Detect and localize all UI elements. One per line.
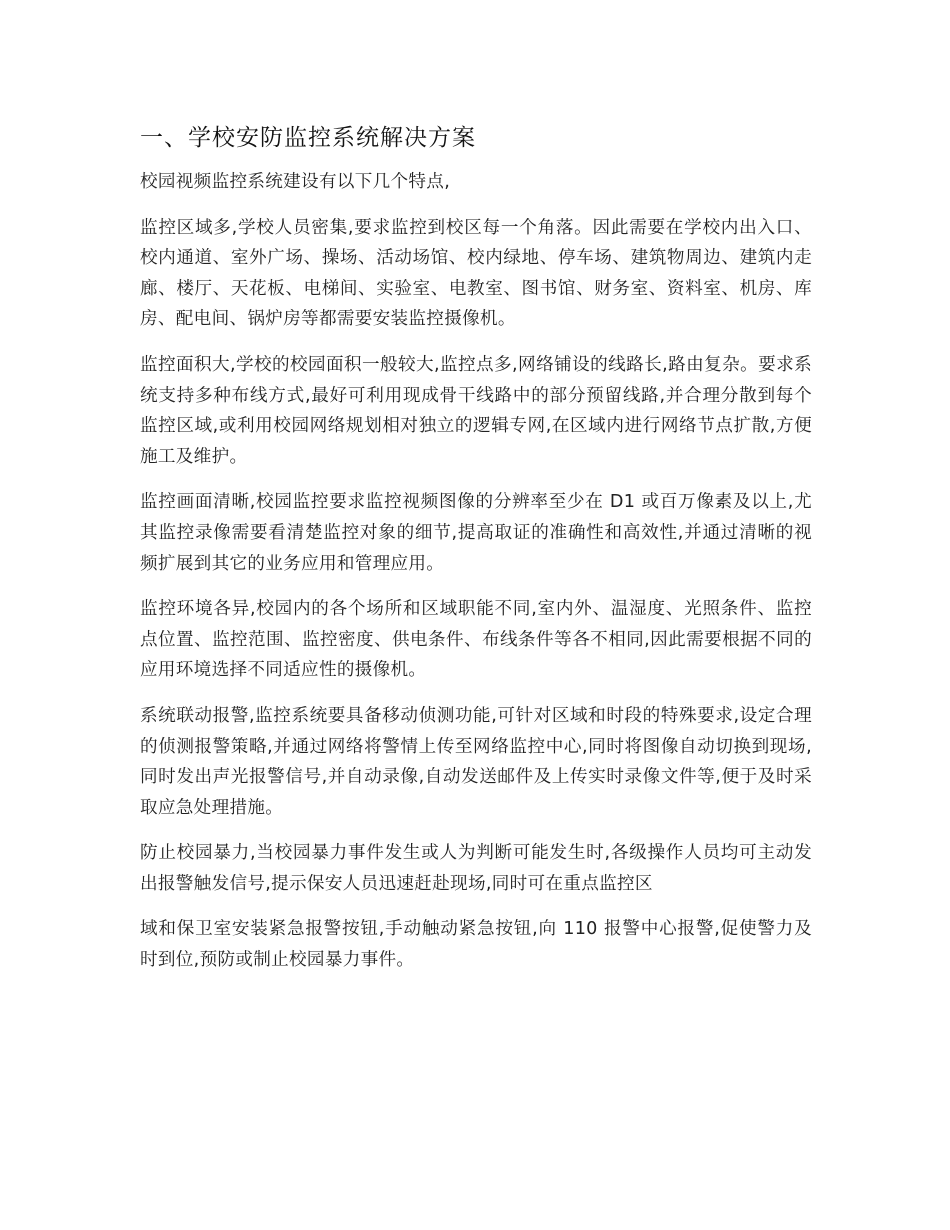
paragraph-emergency-button: 域和保卫室安装紧急报警按钮,手动触动紧急按钮,向 110 报警中心报警,促使警力及时到位,预防或制止校园暴力事件。 [140, 919, 812, 971]
section-heading: 一、学校安防监控系统解决方案 [140, 125, 476, 151]
paragraph-prevent-violence: 防止校园暴力,当校园暴力事件发生或人为判断可能发生时,各级操作人员均可主动发出报警触发信号,提示保安人员迅速赶赴现场,同时可在重点监控区 [140, 843, 812, 894]
paragraph-monitoring-coverage: 监控面积大,学校的校园面积一般较大,监控点多,网络铺设的线路长,路由复杂。要求系统支持多种布线方式,最好可利用现成骨干线路中的部分预留线路,并合理分散到每个监控区域,或利用校园网络规划相对独立的逻辑专网,在区域内进行网络节点扩散,方便施工及维护。 [140, 354, 812, 467]
paragraph-environments: 监控环境各异,校园内的各个场所和区域职能不同,室内外、温湿度、光照条件、监控点位置、监控范围、监控密度、供电条件、布线条件等各不相同,因此需要根据不同的应用环境选择不同适应性的摄像机。 [140, 599, 812, 681]
paragraph-image-clarity: 监控画面清晰,校园监控要求监控视频图像的分辨率至少在 D1 或百万像素及以上,尤其监控录像需要看清楚监控对象的细节,提高取证的准确性和高效性,并通过清晰的视频扩展到其它的业务应用和管理应用。 [140, 492, 812, 574]
document-page [140, 120, 812, 991]
paragraph-monitoring-areas: 监控区域多,学校人员密集,要求监控到校区每一个角落。因此需要在学校内出入口、校内通道、室外广场、操场、活动场馆、校内绿地、停车场、建筑物周边、建筑内走廊、楼厅、天花板、电梯间、实验室、电教室、图书馆、财务室、资料室、机房、库房、配电间、锅炉房等都需要安装监控摄像机。 [140, 217, 812, 330]
paragraph-intro: 校园视频监控系统建设有以下几个特点, [140, 172, 451, 192]
paragraph-linked-alarm: 系统联动报警,监控系统要具备移动侦测功能,可针对区域和时段的特殊要求,设定合理的侦测报警策略,并通过网络将警情上传至网络监控中心,同时将图像自动切换到现场,同时发出声光报警信号,并自动录像,自动发送邮件及上传实时录像文件等,便于及时采取应急处理措施。 [140, 705, 812, 818]
